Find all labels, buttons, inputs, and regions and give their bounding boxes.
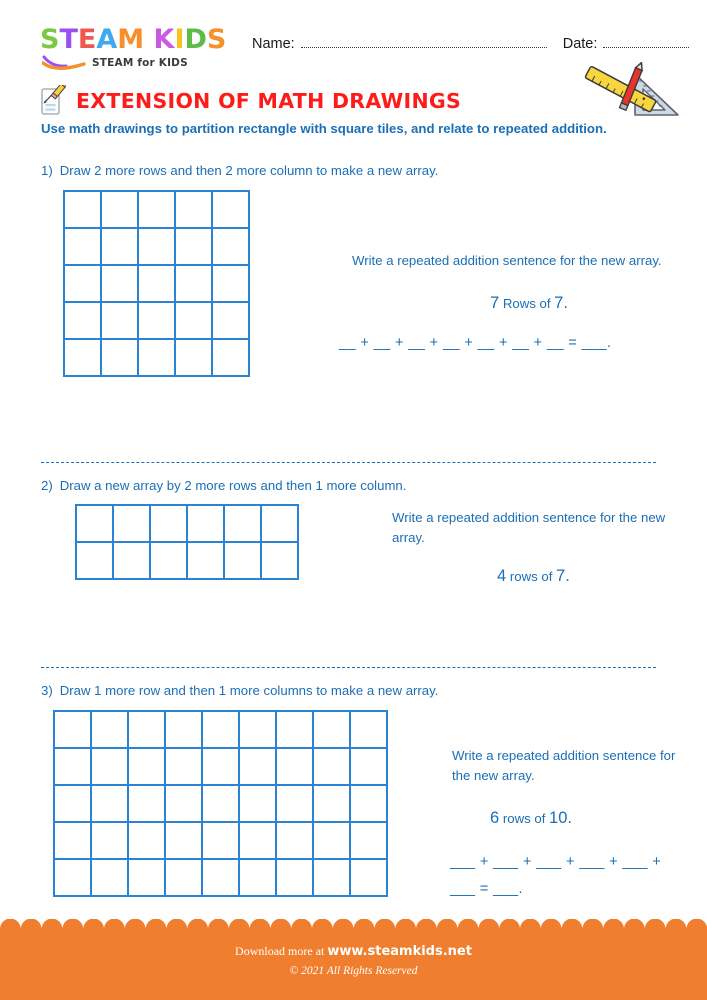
steam-kids-logo: [40, 26, 230, 73]
grid-cell[interactable]: [188, 506, 225, 543]
grid-cell[interactable]: [77, 506, 114, 543]
grid-cell[interactable]: [55, 823, 92, 860]
question-1-number: 1): [41, 163, 53, 178]
grid-cell[interactable]: [166, 749, 203, 786]
grid-cell[interactable]: [277, 712, 314, 749]
grid-cell[interactable]: [188, 543, 225, 580]
grid-cell[interactable]: [139, 340, 176, 377]
grid-cell[interactable]: [262, 543, 299, 580]
grid-cell[interactable]: [166, 860, 203, 897]
grid-cell[interactable]: [151, 506, 188, 543]
grid-cell[interactable]: [166, 786, 203, 823]
grid-cell[interactable]: [129, 712, 166, 749]
grid-cell[interactable]: [277, 860, 314, 897]
grid-cell[interactable]: [203, 786, 240, 823]
grid-cell[interactable]: [262, 506, 299, 543]
grid-cell[interactable]: [240, 749, 277, 786]
question-2-rows-of: [497, 566, 682, 587]
grid-cell[interactable]: [240, 860, 277, 897]
grid-cell[interactable]: [114, 506, 151, 543]
question-3-text: Draw 1 more row and then 1 more columns to make a new array.: [59, 683, 439, 698]
grid-cell[interactable]: [314, 786, 351, 823]
grid-cell[interactable]: [77, 543, 114, 580]
page-footer: [0, 928, 707, 1000]
title-row: [36, 84, 461, 118]
logo-letter-7: I: [174, 24, 185, 55]
footer-download-text: Download more at: [235, 944, 325, 958]
grid-cell[interactable]: [213, 340, 250, 377]
grid-cell[interactable]: [213, 303, 250, 340]
grid-cell[interactable]: [240, 712, 277, 749]
section-divider-2: [41, 667, 656, 668]
grid-cell[interactable]: [213, 266, 250, 303]
question-3-sentence-blanks[interactable]: ___ + ___ + ___ + ___ + ___ + ___ = ___.: [450, 854, 662, 897]
grid-cell[interactable]: [314, 712, 351, 749]
grid-cell[interactable]: [277, 786, 314, 823]
grid-cell[interactable]: [102, 266, 139, 303]
name-date-row: [252, 36, 692, 62]
name-label: Name:: [252, 36, 295, 52]
grid-cell[interactable]: [176, 192, 213, 229]
grid-cell[interactable]: [65, 340, 102, 377]
question-3-rows-count: 6: [490, 809, 500, 827]
grid-cell[interactable]: [102, 192, 139, 229]
question-1-text: Draw 2 more rows and then 2 more column to make a new array.: [59, 163, 439, 178]
grid-cell[interactable]: [351, 823, 388, 860]
question-3-prompt: [41, 683, 438, 698]
grid-cell[interactable]: [129, 823, 166, 860]
question-3-of-count: 10.: [549, 809, 572, 827]
worksheet-instruction: Use math drawings to partition rectangle with square tiles, and relate to repeated addition.: [41, 121, 607, 136]
grid-cell[interactable]: [92, 823, 129, 860]
grid-cell[interactable]: [203, 712, 240, 749]
grid-cell[interactable]: [65, 303, 102, 340]
grid-cell[interactable]: [314, 823, 351, 860]
logo-letter-8: D: [184, 24, 207, 55]
ruler-pencil-triangle-icon: [577, 62, 685, 120]
question-2-text: Draw a new array by 2 more rows and then 1 more column.: [59, 478, 407, 493]
grid-cell[interactable]: [240, 786, 277, 823]
grid-cell[interactable]: [351, 712, 388, 749]
grid-cell[interactable]: [65, 266, 102, 303]
question-2-rows-count: 4: [497, 567, 507, 585]
section-divider-1: [41, 462, 656, 463]
question-1-write-prompt: Write a repeated addition sentence for the new array.: [352, 253, 662, 268]
footer-copyright: © 2021 All Rights Reserved: [289, 965, 418, 977]
logo-tagline-row: [40, 55, 230, 73]
question-3-write-prompt: Write a repeated addition sentence for the new array.: [452, 748, 676, 783]
grid-cell[interactable]: [240, 823, 277, 860]
grid-cell[interactable]: [92, 712, 129, 749]
grid-cell[interactable]: [102, 340, 139, 377]
grid-cell[interactable]: [92, 749, 129, 786]
grid-cell[interactable]: [166, 712, 203, 749]
grid-cell[interactable]: [102, 303, 139, 340]
grid-cell[interactable]: [351, 749, 388, 786]
grid-cell[interactable]: [225, 543, 262, 580]
question-1-rows-of: [490, 293, 664, 314]
question-2-write-prompt: Write a repeated addition sentence for the new array.: [392, 510, 666, 545]
question-2-of-count: 7.: [556, 567, 570, 585]
grid-cell[interactable]: [129, 749, 166, 786]
grid-cell[interactable]: [351, 786, 388, 823]
grid-cell[interactable]: [92, 786, 129, 823]
question-3-answer-block: [452, 746, 684, 903]
grid-cell[interactable]: [203, 823, 240, 860]
grid-cell[interactable]: [65, 229, 102, 266]
grid-cell[interactable]: [55, 860, 92, 897]
grid-cell[interactable]: [151, 543, 188, 580]
question-3-number: 3): [41, 683, 53, 698]
grid-cell[interactable]: [351, 860, 388, 897]
logo-letter-3: A: [96, 24, 118, 55]
question-3-rows-of: [490, 808, 684, 829]
grid-cell[interactable]: [92, 860, 129, 897]
grid-cell[interactable]: [102, 229, 139, 266]
logo-letter-4: M: [117, 24, 145, 55]
question-2-answer-block: [392, 508, 682, 587]
grid-cell[interactable]: [314, 860, 351, 897]
logo-letter-1: T: [59, 24, 78, 55]
footer-site-link[interactable]: www.steamkids.net: [327, 944, 472, 959]
scallop-edge: [0, 919, 707, 939]
question-2-rows-word: rows of: [509, 569, 553, 584]
question-1-of-count: 7.: [554, 294, 568, 312]
swoosh-icon: [42, 55, 88, 71]
grid-cell[interactable]: [277, 823, 314, 860]
question-1-answer-block: [339, 251, 664, 353]
question-1-rows-count: 7: [490, 294, 500, 312]
grid-cell[interactable]: [139, 192, 176, 229]
answer-grid-1[interactable]: [63, 190, 250, 377]
grid-cell[interactable]: [213, 192, 250, 229]
grid-cell[interactable]: [225, 506, 262, 543]
grid-cell[interactable]: [139, 266, 176, 303]
answer-grid-3[interactable]: [53, 710, 388, 897]
logo-tagline: STEAM for KIDS: [92, 57, 188, 69]
question-1-prompt: [41, 163, 438, 178]
grid-cell[interactable]: [213, 229, 250, 266]
grid-cell[interactable]: [55, 712, 92, 749]
notepad-pencil-icon: [36, 85, 66, 117]
grid-cell[interactable]: [277, 749, 314, 786]
question-2-number: 2): [41, 478, 53, 493]
question-1-rows-word: Rows of: [502, 296, 551, 311]
date-input-line[interactable]: [603, 47, 689, 48]
question-3-rows-word: rows of: [502, 811, 546, 826]
footer-download-line: [0, 944, 707, 959]
grid-cell[interactable]: [203, 749, 240, 786]
grid-cell[interactable]: [176, 266, 213, 303]
grid-cell[interactable]: [176, 303, 213, 340]
grid-cell[interactable]: [139, 303, 176, 340]
grid-cell[interactable]: [129, 786, 166, 823]
grid-cell[interactable]: [203, 860, 240, 897]
question-1-sentence-blanks[interactable]: __ + __ + __ + __ + __ + __ + __ = ___.: [339, 335, 612, 351]
logo-letter-5: [144, 26, 153, 54]
name-input-line[interactable]: [301, 47, 547, 48]
grid-cell[interactable]: [176, 340, 213, 377]
logo-wordmark: [40, 26, 230, 54]
grid-cell[interactable]: [129, 860, 166, 897]
grid-cell[interactable]: [55, 749, 92, 786]
question-2-prompt: [41, 478, 406, 493]
logo-letter-2: E: [77, 24, 97, 55]
grid-cell[interactable]: [55, 786, 92, 823]
logo-letter-6: K: [153, 24, 175, 55]
answer-grid-2[interactable]: [75, 504, 299, 580]
date-label: Date:: [562, 36, 598, 52]
grid-cell[interactable]: [314, 749, 351, 786]
grid-cell[interactable]: [114, 543, 151, 580]
grid-cell[interactable]: [166, 823, 203, 860]
logo-letter-0: S: [40, 24, 60, 55]
logo-letter-9: S: [206, 24, 227, 55]
page-title: EXTENSION OF MATH DRAWINGS: [76, 89, 462, 113]
grid-cell[interactable]: [176, 229, 213, 266]
grid-cell[interactable]: [65, 192, 102, 229]
grid-cell[interactable]: [139, 229, 176, 266]
